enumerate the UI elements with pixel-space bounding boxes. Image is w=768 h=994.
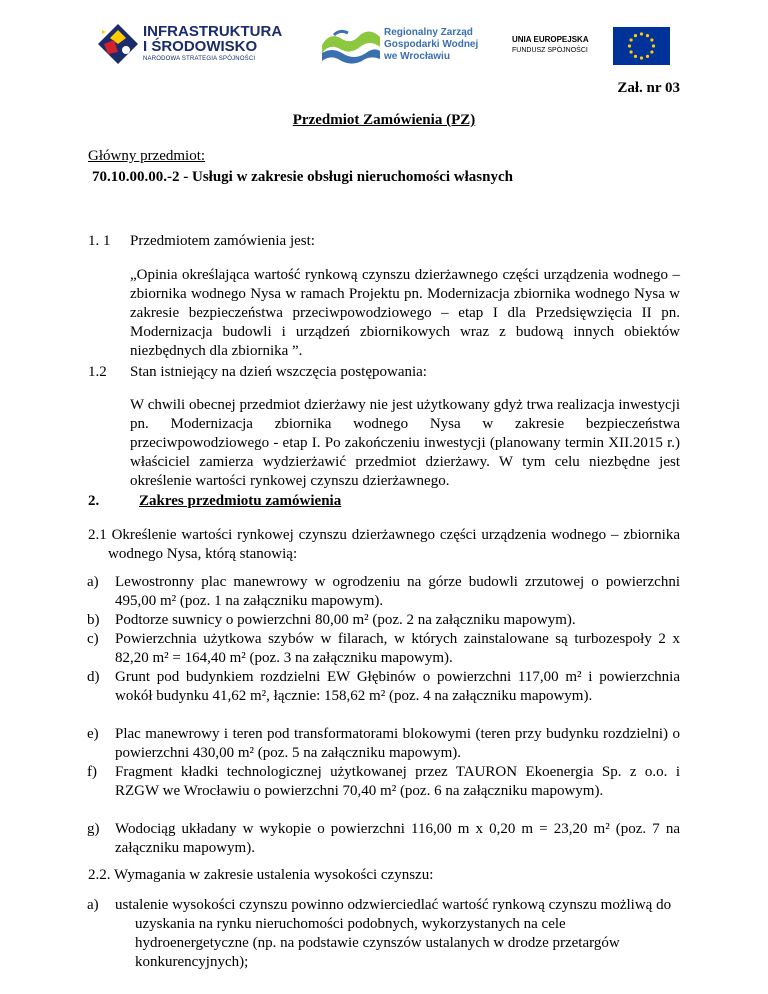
section-1-1-text: „Opinia określająca wartość rynkową czynszu dzierżawnego części urządzenia wodnego – zbiornika wodnego Nysa w ramach Projektu pn. Modernizacja zbiornika wodnego Nysa w zakresie bezpieczeństwa przeciwpowodziowego – etap I dla Przedsięwzięcia II pn. Modernizacja budowli i urządzeń zbiornikowych wraz z budową innych obiektów niezbędnych dla zbiornika ”. (130, 267, 680, 359)
main-subject-code: 70.10.00.00.-2 - Usługi w zakresie obsługi nieruchomości własnych (92, 169, 513, 185)
rzgw-name (384, 27, 478, 63)
list-text: Powierzchnia użytkowa szybów w filarach, w których zainstalowane są turbozespoły 2 x 82,20 m² = 164,40 m² (poz. 3 na załączniku mapowym). (115, 631, 680, 666)
rzgw-line-1: Regionalny Zarząd (384, 27, 473, 38)
list-letter: a) (87, 574, 99, 590)
infra-line-3: NARODOWA STRATEGIA SPÓJNOŚCI (143, 56, 256, 62)
list-letter: e) (87, 726, 99, 742)
section-1-2-heading: Stan istniejący na dzień wszczęcia postępowania: (130, 364, 427, 380)
infrastruktura-logo-icon (96, 22, 140, 66)
rzgw-line-3: we Wrocławiu (384, 51, 450, 62)
section-2-heading: Zakres przedmiotu zamówienia (139, 493, 342, 509)
list-text: ustalenie wysokości czynszu powinno odzwierciedlać wartość rynkową czynszu możliwą do uzyskania na rynku nieruchomości podobnych, wykorzystanych na cele hydroenergetyczne (np. na podstawie czynszów ustalanych w drodze przetargów konkurencyjnych); (115, 897, 672, 970)
infra-line-1: INFRASTRUKTURA (143, 23, 283, 40)
main-subject-label: Główny przedmiot: (88, 148, 206, 164)
list-item-e (87, 725, 680, 763)
list-letter: c) (87, 631, 99, 647)
section-2-1-text (88, 526, 680, 564)
list-text: Fragment kładki technologicznej użytkowanej przez TAURON Ekoenergia Sp. z o.o. i RZGW we Wrocławiu o powierzchni 70,40 m² (poz. 6 na załączniku mapowym). (115, 764, 680, 799)
list-letter: f) (87, 764, 97, 780)
section-2-number: 2. (88, 493, 100, 509)
section-1-2-text: W chwili obecnej przedmiot dzierżawy nie jest użytkowany gdyż trwa realizacja inwestycji pn. Modernizacja zbiornika wodnego Nysa w zakresie bezpieczeństwa przeciwpowodziowego - etap I. Po zakończeniu inwestycji (planowany termin XII.2015 r.) właściciel zamierza wydzierżawić przedmiot dzierżawy. W tym celu niezbędne jest określenie wartości rynkowej czynszu dzierżawnego. (130, 397, 680, 489)
section-2-1-intro: 2.1 Określenie wartości rynkowej czynszu dzierżawnego części urządzenia wodnego – zbiornika wodnego Nysa, którą stanowią: (88, 527, 680, 562)
list-letter: a) (87, 897, 99, 913)
list-text: Grunt pod budynkiem rozdzielni EW Głębinów o powierzchni 117,00 m² i powierzchnia wokół budynku 41,62 m², łącznie: 158,62 m² (poz. 4 na załączniku mapowym). (115, 669, 680, 704)
eu-name (512, 34, 589, 56)
section-1-2-number: 1.2 (88, 364, 107, 380)
section-2-2-item-a (87, 896, 680, 972)
infra-line-2: I ŚRODOWISKO (143, 38, 258, 55)
eu-line-1: UNIA EUROPEJSKA (512, 35, 589, 44)
list-item-g (87, 820, 680, 858)
rzgw-line-2: Gospodarki Wodnej (384, 39, 479, 50)
list-text: Plac manewrowy i teren pod transformatorami blokowymi (teren przy budynku rozdzielni) o powierzchni 430,00 m² (poz. 5 na załączniku mapowym). (115, 726, 680, 761)
infrastruktura-name (143, 24, 282, 54)
list-letter: d) (87, 669, 100, 685)
logo-bar (0, 0, 768, 80)
list-item-c (87, 630, 680, 668)
section-1-1-heading: Przedmiotem zamówienia jest: (130, 233, 315, 249)
list-item-d (87, 668, 680, 706)
list-item-f (87, 763, 680, 801)
eu-flag-icon (613, 27, 670, 65)
list-letter: g) (87, 821, 100, 837)
list-text: Podtorze suwnicy o powierzchni 80,00 m² (poz. 2 na załączniku mapowym). (115, 612, 576, 628)
eu-line-2: FUNDUSZ SPÓJNOŚCI (512, 47, 588, 54)
rzgw-logo-icon (320, 25, 382, 65)
list-item-b (87, 611, 680, 630)
list-text: Lewostronny plac manewrowy w ogrodzeniu na górze budowli zrzutowej o powierzchni 495,00 m² (poz. 1 na załączniku mapowym). (115, 574, 680, 609)
attachment-number: Zał. nr 03 (617, 80, 680, 96)
document-title: Przedmiot Zamówienia (PZ) (292, 112, 476, 128)
section-1-1-number: 1. 1 (88, 233, 111, 249)
list-text: Wodociąg układany w wykopie o powierzchni 116,00 m x 0,20 m = 23,20 m² (poz. 7 na załączniku mapowym). (115, 821, 680, 856)
list-letter: b) (87, 612, 100, 628)
list-item-a (87, 573, 680, 611)
section-2-2-text: 2.2. Wymagania w zakresie ustalenia wysokości czynszu: (88, 867, 434, 883)
